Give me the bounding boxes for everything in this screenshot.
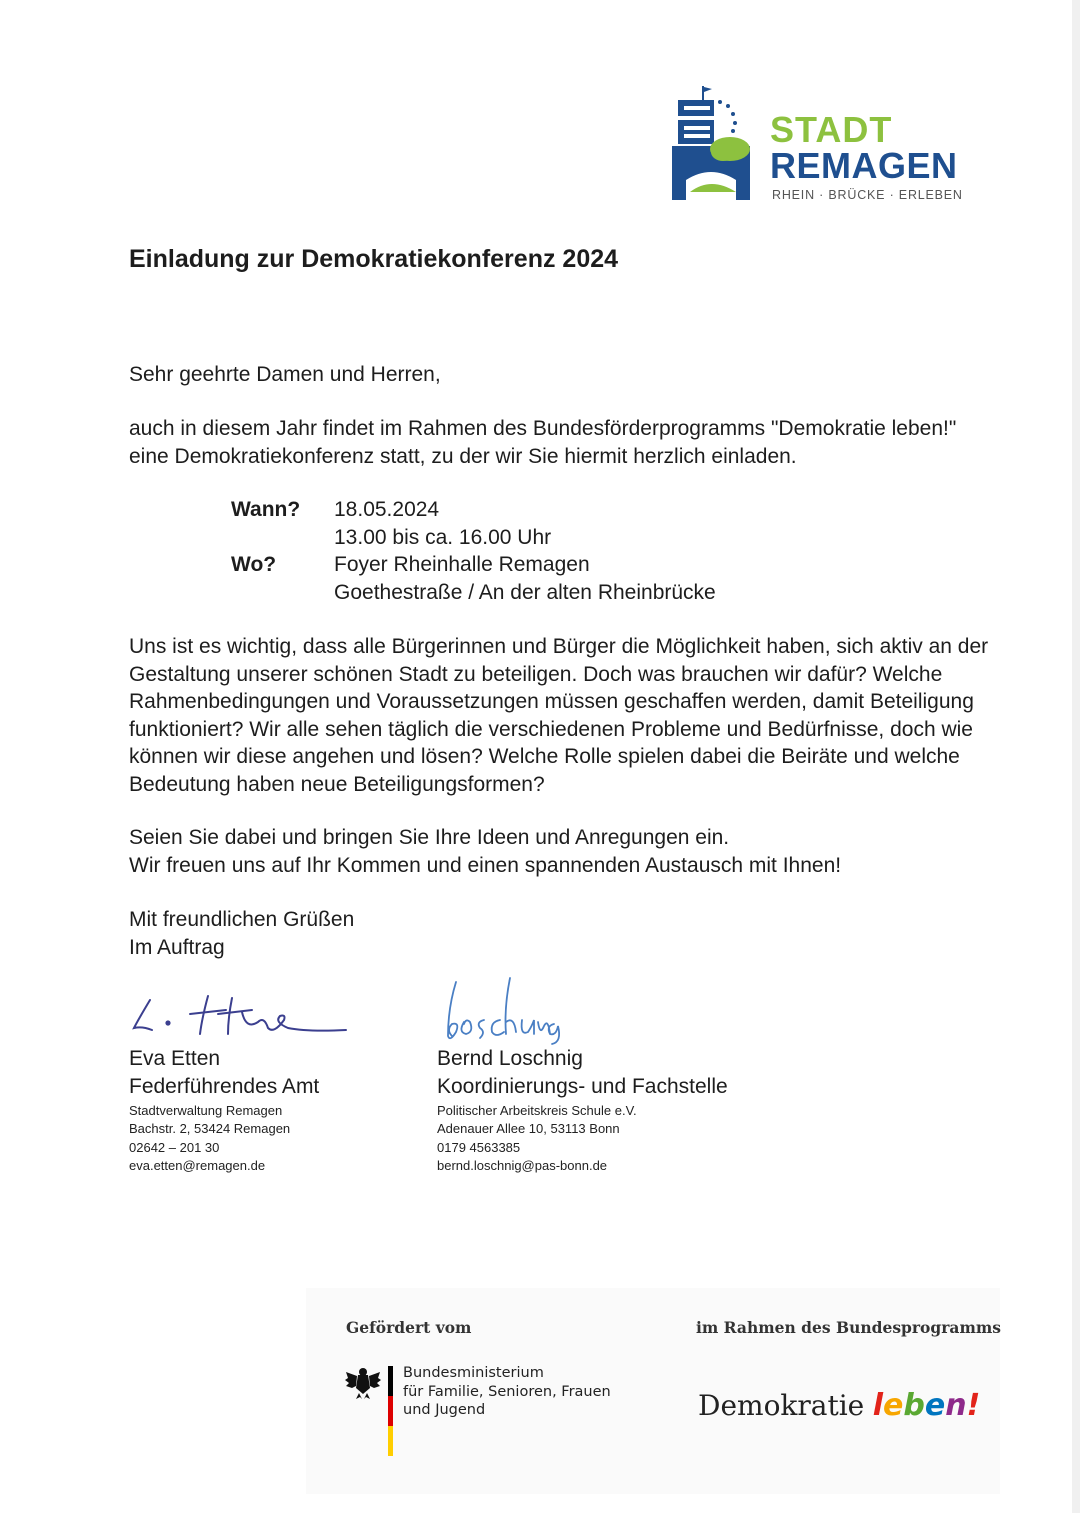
intro-line: eine Demokratiekonferenz statt, zu der wir Sie hiermit herzlich einladen. <box>129 444 797 468</box>
ministry-line: Bundesministerium <box>403 1365 544 1381</box>
intro-line: auch in diesem Jahr findet im Rahmen des Bundesförderprogramms "Demokratie leben!" <box>129 417 957 440</box>
remagen-emblem-icon <box>668 84 758 204</box>
closing-paragraph <box>129 824 841 879</box>
event-date: 18.05.2024 <box>334 498 440 521</box>
salutation: Sehr geehrte Damen und Herren, <box>129 363 441 386</box>
signer-etten <box>129 1045 319 1175</box>
signer-loschnig <box>437 1045 728 1175</box>
script-letter-3: b <box>903 1388 925 1423</box>
intro-paragraph <box>129 415 956 470</box>
event-venue: Foyer Rheinhalle Remagen <box>334 553 590 576</box>
flag-black <box>388 1366 393 1396</box>
where-label: Wo? <box>231 553 277 576</box>
german-flag-bar <box>388 1366 393 1456</box>
body-line: Rahmenbedingungen und Voraussetzungen müssen geschaffen werden, damit Beteiligung <box>129 690 974 713</box>
closing-line: Seien Sie dabei und bringen Sie Ihre Ideen und Anregungen ein. <box>129 826 730 849</box>
program-script <box>873 1388 981 1423</box>
federal-eagle-icon <box>344 1366 382 1400</box>
script-letter-6: ! <box>966 1388 981 1423</box>
demokratie-leben-logo <box>698 1388 980 1423</box>
signer-email: bernd.loschnig@pas-bonn.de <box>437 1157 608 1173</box>
logo-tagline: RHEIN · BRÜCKE · ERLEBEN <box>772 188 963 202</box>
logo-line-stadt: STADT <box>770 109 893 150</box>
flag-gold <box>388 1426 393 1456</box>
when-label: Wann? <box>231 498 301 521</box>
signer-email: eva.etten@remagen.de <box>129 1157 266 1173</box>
flag-red <box>388 1396 393 1426</box>
ministry-line: für Familie, Senioren, Frauen <box>403 1383 611 1400</box>
signer-role: Federführendes Amt <box>129 1074 320 1098</box>
body-line: Uns ist es wichtig, dass alle Bürgerinnen und Bürger die Möglichkeit haben, sich aktiv an der <box>129 635 989 658</box>
body-line: Bedeutung haben neue Beteiligungsformen? <box>129 772 545 796</box>
stadt-remagen-logo <box>668 84 963 210</box>
program-word: Demokratie <box>698 1389 865 1422</box>
signature-loschnig <box>438 974 570 1046</box>
event-address: Goethestraße / An der alten Rheinbrücke <box>334 580 716 604</box>
page-edge <box>1072 0 1080 1513</box>
funding-footer <box>306 1288 1000 1494</box>
signer-name: Bernd Loschnig <box>437 1047 583 1070</box>
regards: Mit freundlichen Grüßen <box>129 908 355 931</box>
signer-phone: 02642 – 201 30 <box>129 1139 220 1155</box>
body-line: funktioniert? Wir alle sehen täglich die verschiedenen Probleme und Bedürfnisse, doch wie <box>129 717 973 741</box>
signer-org: Politischer Arbeitskreis Schule e.V. <box>437 1103 637 1118</box>
signer-role: Koordinierungs- und Fachstelle <box>437 1074 728 1098</box>
letter-title: Einladung zur Demokratiekonferenz 2024 <box>129 245 619 273</box>
signer-phone: 0179 4563385 <box>437 1139 521 1155</box>
on-behalf: Im Auftrag <box>129 935 225 959</box>
script-letter-2: e <box>883 1388 904 1423</box>
logo-line-remagen: REMAGEN <box>770 145 958 186</box>
signer-name: Eva Etten <box>129 1047 221 1070</box>
script-letter-5: n <box>945 1388 967 1423</box>
script-letter-1: l <box>872 1388 883 1423</box>
signature-etten <box>128 990 350 1042</box>
signer-org: Stadtverwaltung Remagen <box>129 1103 283 1118</box>
regards-block <box>129 906 354 961</box>
closing-line: Wir freuen uns auf Ihr Kommen und einen spannenden Austausch mit Ihnen! <box>129 853 842 877</box>
body-paragraph <box>129 633 988 798</box>
funded-by-label: Gefördert vom <box>346 1318 472 1337</box>
signer-address: Adenauer Allee 10, 53113 Bonn <box>437 1121 620 1137</box>
ministry-line: und Jugend <box>403 1402 486 1418</box>
script-letter-4: e <box>924 1388 946 1423</box>
body-line: können wir diese angehen und lösen? Welche Rolle spielen dabei die Beiräte und welche <box>129 745 960 768</box>
event-time: 13.00 bis ca. 16.00 Uhr <box>334 525 552 549</box>
ministry-name <box>403 1364 611 1420</box>
body-line: Gestaltung unserer schönen Stadt zu beteiligen. Doch was brauchen wir dafür? Welche <box>129 662 943 686</box>
signer-address: Bachstr. 2, 53424 Remagen <box>129 1121 291 1137</box>
program-label: im Rahmen des Bundesprogramms <box>696 1318 1001 1337</box>
